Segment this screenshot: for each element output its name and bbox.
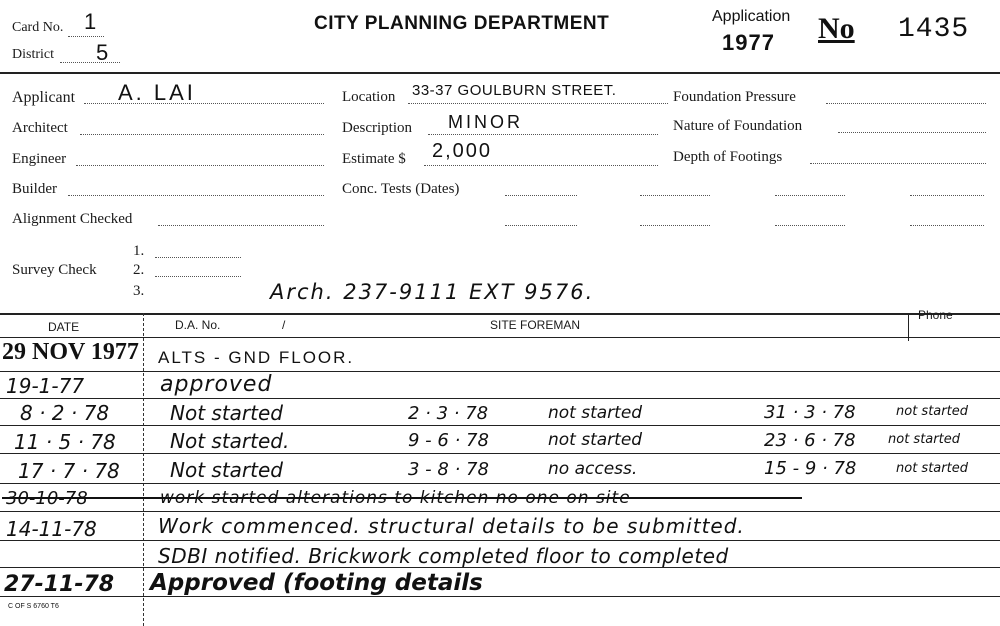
location-line bbox=[408, 103, 668, 104]
description-label: Description bbox=[342, 120, 412, 136]
col-da-header: D.A. No. bbox=[175, 318, 221, 332]
row-line bbox=[0, 483, 1000, 484]
row-line bbox=[0, 511, 1000, 512]
table-row-date-3: 23 · 6 · 78 bbox=[764, 430, 856, 451]
table-row-date: 17 · 7 · 78 bbox=[18, 459, 120, 483]
table-row-date: 8 · 2 · 78 bbox=[20, 401, 110, 425]
survey-2-line bbox=[155, 276, 241, 277]
application-label: Application bbox=[712, 8, 791, 25]
conc-tests-label: Conc. Tests (Dates) bbox=[342, 181, 460, 197]
table-row-date-3: 15 - 9 · 78 bbox=[764, 458, 857, 479]
col-phone-header: Phone bbox=[918, 308, 953, 322]
row-line bbox=[0, 540, 1000, 541]
description-line bbox=[428, 134, 658, 135]
col-da-mark: / bbox=[282, 318, 286, 332]
conc-line-1a bbox=[505, 195, 577, 196]
builder-label: Builder bbox=[12, 181, 57, 197]
table-row-text-2: not started bbox=[548, 430, 643, 450]
description-value: MINOR bbox=[448, 112, 523, 132]
estimate-label: Estimate $ bbox=[342, 151, 406, 167]
form-code: C OF S 6760 T6 bbox=[8, 603, 59, 610]
district-value: 5 bbox=[96, 40, 110, 65]
table-row-date-2: 3 - 8 · 78 bbox=[408, 459, 489, 480]
applicant-label: Applicant bbox=[12, 89, 76, 106]
table-row-text: work started alterations to kitchen no one on site bbox=[160, 488, 631, 508]
table-row-text: approved bbox=[160, 372, 273, 397]
card-no-value: 1 bbox=[84, 9, 98, 34]
alignment-line bbox=[158, 225, 324, 226]
table-row-text: Approved (footing details bbox=[150, 570, 483, 596]
survey-1-label: 1. bbox=[133, 243, 145, 259]
table-row-text-3: not started bbox=[896, 404, 968, 419]
foundation-pressure-line bbox=[826, 103, 986, 104]
department-title: CITY PLANNING DEPARTMENT bbox=[314, 13, 610, 34]
district-label: District bbox=[12, 47, 54, 62]
table-row-date-3: 31 · 3 · 78 bbox=[764, 402, 856, 423]
phone-column-divider bbox=[908, 313, 909, 341]
table-row-text-2: not started bbox=[548, 403, 643, 423]
row-line bbox=[0, 371, 1000, 372]
table-row-date: 29 NOV 1977 bbox=[2, 339, 139, 365]
estimate-value: 2,000 bbox=[432, 140, 493, 162]
conc-line-1b bbox=[505, 225, 577, 226]
strikethrough-line bbox=[2, 497, 802, 499]
table-row-text: Work commenced. structural details to be submitted. bbox=[158, 514, 745, 538]
table-row-text-3: not started bbox=[888, 432, 960, 447]
conc-line-2b bbox=[640, 225, 710, 226]
engineer-label: Engineer bbox=[12, 151, 67, 167]
conc-line-4a bbox=[910, 195, 984, 196]
card-no-line bbox=[68, 36, 104, 37]
table-row-text: Not started. bbox=[170, 429, 290, 453]
survey-3-value: Arch. 237-9111 EXT 9576. bbox=[270, 280, 595, 304]
nature-line bbox=[838, 132, 986, 133]
depth-label: Depth of Footings bbox=[673, 149, 783, 165]
survey-2-label: 2. bbox=[133, 262, 145, 278]
col-foreman-header: SITE FOREMAN bbox=[490, 318, 581, 332]
card-no-label: Card No. bbox=[12, 20, 64, 35]
survey-1-line bbox=[155, 257, 241, 258]
table-row-text: Not started bbox=[170, 401, 283, 425]
table-row-text: SDBI notified. Brickwork completed floor to completed bbox=[158, 544, 729, 568]
row-line bbox=[0, 596, 1000, 597]
conc-line-4b bbox=[910, 225, 984, 226]
location-label: Location bbox=[342, 89, 396, 105]
table-top-border bbox=[0, 313, 1000, 315]
application-year: 1977 bbox=[722, 30, 775, 55]
application-number: 1435 bbox=[898, 14, 970, 45]
table-row-date: 11 · 5 · 78 bbox=[14, 430, 116, 454]
table-row-text: ALTS - GND FLOOR. bbox=[158, 348, 355, 367]
location-value: 33-37 GOULBURN STREET. bbox=[412, 82, 617, 99]
table-row-date-2: 9 - 6 · 78 bbox=[408, 430, 489, 451]
alignment-label: Alignment Checked bbox=[12, 211, 133, 227]
conc-line-2a bbox=[640, 195, 710, 196]
row-line bbox=[0, 425, 1000, 426]
engineer-line bbox=[76, 165, 324, 166]
table-row-date: 14-11-78 bbox=[6, 517, 97, 541]
row-line bbox=[0, 453, 1000, 454]
table-row-date: 27-11-78 bbox=[4, 572, 115, 597]
foundation-pressure-label: Foundation Pressure bbox=[673, 89, 796, 105]
applicant-value: A. LAI bbox=[118, 80, 196, 105]
nature-label: Nature of Foundation bbox=[673, 118, 803, 134]
date-column-divider bbox=[143, 313, 144, 626]
survey-label: Survey Check bbox=[12, 262, 97, 278]
estimate-line bbox=[424, 165, 658, 166]
architect-label: Architect bbox=[12, 120, 68, 136]
table-row-date-2: 2 · 3 · 78 bbox=[408, 403, 489, 424]
conc-line-3a bbox=[775, 195, 845, 196]
header-divider bbox=[0, 72, 1000, 74]
table-row-date: 19-1-77 bbox=[6, 374, 85, 398]
number-symbol: No bbox=[818, 12, 855, 45]
district-line bbox=[60, 62, 120, 63]
builder-line bbox=[68, 195, 324, 196]
table-row-text-3: not started bbox=[896, 461, 968, 476]
architect-line bbox=[80, 134, 324, 135]
col-date-header: DATE bbox=[48, 320, 80, 334]
conc-line-3b bbox=[775, 225, 845, 226]
table-row-text-2: no access. bbox=[548, 459, 638, 479]
table-row-text: Not started bbox=[170, 458, 283, 482]
depth-line bbox=[810, 163, 986, 164]
table-row-date: 30-10-78 bbox=[6, 488, 88, 509]
survey-3-label: 3. bbox=[133, 283, 145, 299]
header-underline bbox=[0, 337, 1000, 338]
row-line bbox=[0, 398, 1000, 399]
